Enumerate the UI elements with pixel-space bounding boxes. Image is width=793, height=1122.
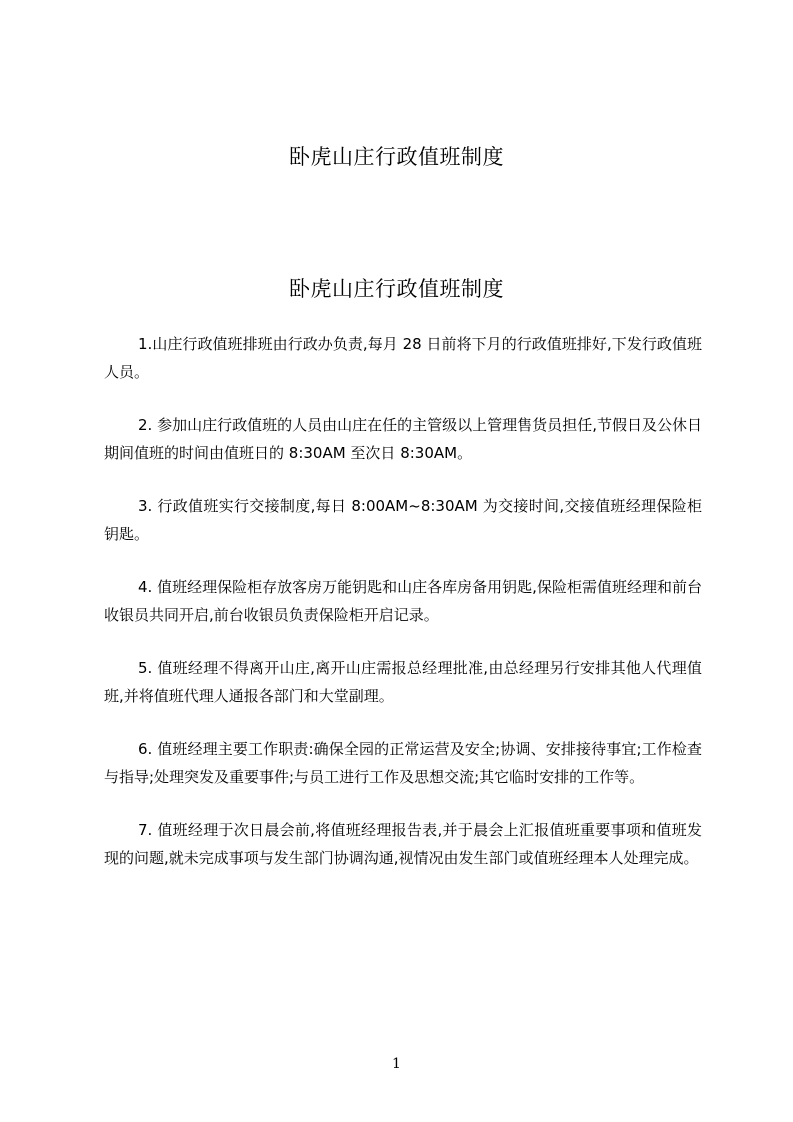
- clause-3: 3. 行政值班实行交接制度,每日 8:00AM~8:30AM 为交接时间,交接值班经理保险柜钥匙。: [104, 497, 702, 543]
- header-title: 卧虎山庄行政值班制度: [289, 145, 504, 169]
- page-title: 卧虎山庄行政值班制度: [289, 277, 504, 301]
- clause-7: 7. 值班经理于次日晨会前,将值班经理报告表,并于晨会上汇报值班重要事项和值班发现的问题,就未完成事项与发生部门协调沟通,视情况由发生部门或值班经理本人处理完成。: [104, 821, 702, 867]
- clause-6: 6. 值班经理主要工作职责:确保全园的正常运营及安全;协调、安排接待事宜;工作检查与指导;处理突发及重要事件;与员工进行工作及思想交流;其它临时安排的工作等。: [104, 740, 702, 786]
- page-number: 1: [392, 1056, 401, 1072]
- clause-5: 5. 值班经理不得离开山庄,离开山庄需报总经理批准,由总经理另行安排其他人代理值班,并将值班代理人通报各部门和大堂副理。: [104, 659, 702, 705]
- clause-list: [104, 330, 702, 897]
- clause-2: 2. 参加山庄行政值班的人员由山庄在任的主管级以上管理售货员担任,节假日及公休日期间值班的时间由值班日的 8:30AM 至次日 8:30AM。: [104, 416, 702, 462]
- clause-4: 4. 值班经理保险柜存放客房万能钥匙和山庄各库房备用钥匙,保险柜需值班经理和前台收银员共同开启,前台收银员负责保险柜开启记录。: [104, 578, 702, 624]
- clause-1: 1.山庄行政值班排班由行政办负责,每月 28 日前将下月的行政值班排好,下发行政值班人员。: [104, 335, 702, 381]
